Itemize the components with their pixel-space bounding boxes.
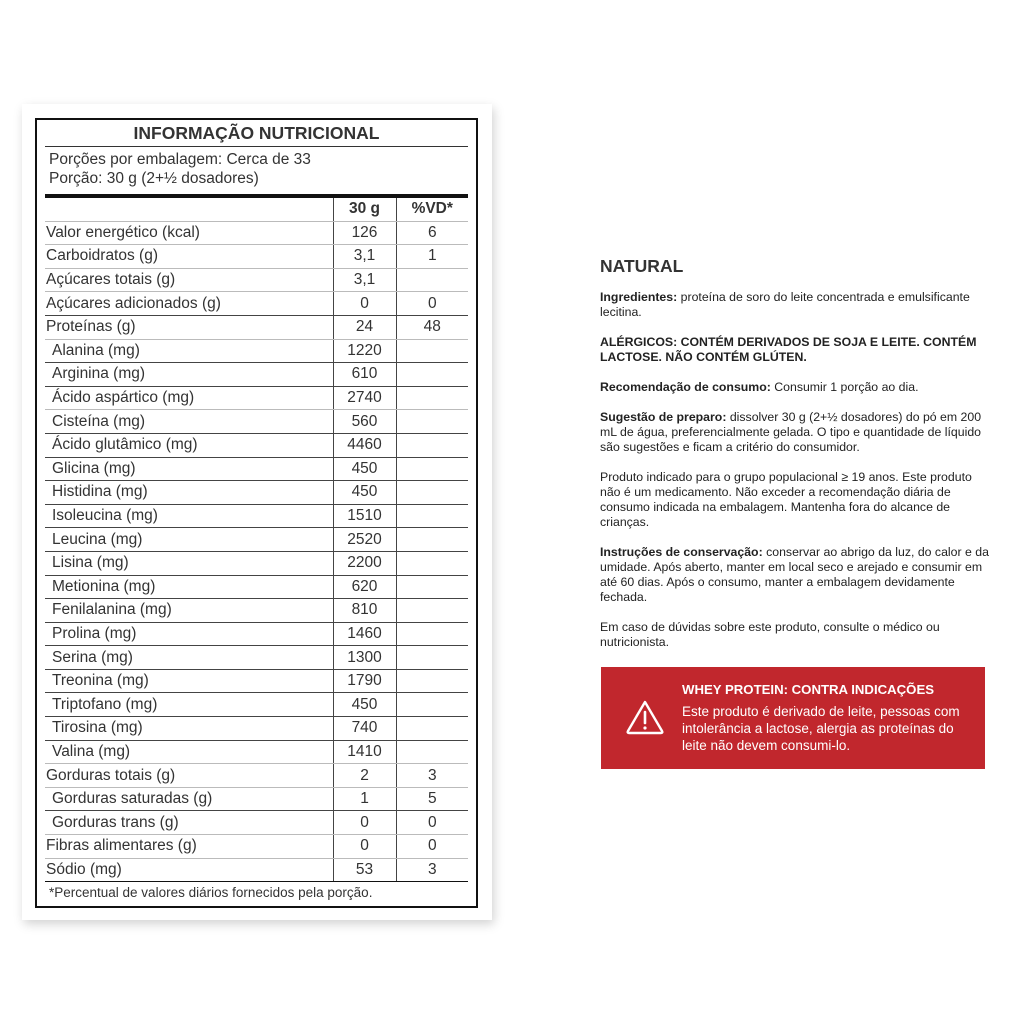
nutrient-vd [396,693,468,717]
nutrient-name: Gorduras totais (g) [45,764,333,788]
nutrient-vd [396,481,468,505]
nutrient-amount: 2520 [333,528,396,552]
nutrient-name: Leucina (mg) [45,528,333,552]
nutrient-vd [396,268,468,292]
preparation-label: Sugestão de preparo: [600,410,727,424]
table-row [45,646,468,670]
table-row [45,858,468,882]
nutrition-facts-label [35,118,478,908]
nutrient-name: Gorduras saturadas (g) [45,787,333,811]
table-row [45,740,468,764]
nutrient-name: Metionina (mg) [45,575,333,599]
nutrient-name: Gorduras trans (g) [45,811,333,835]
nutrient-name: Ácido glutâmico (mg) [45,433,333,457]
nutrient-amount: 560 [333,410,396,434]
nutrient-vd [396,386,468,410]
nutrient-vd: 6 [396,221,468,245]
table-row [45,245,468,269]
nutrient-vd [396,433,468,457]
table-row [45,717,468,741]
nutrient-name: Fenilalanina (mg) [45,599,333,623]
serving-size: Porção: 30 g (2+½ dosadores) [49,170,259,187]
column-header-vd: %VD* [396,198,468,221]
nutrient-vd [396,669,468,693]
nutrient-amount: 0 [333,292,396,316]
table-row [45,221,468,245]
nutrient-vd [396,646,468,670]
nutrient-name: Açúcares totais (g) [45,268,333,292]
serving-info [45,147,468,198]
warning-triangle-icon [625,699,665,735]
nutrient-vd [396,410,468,434]
table-row [45,693,468,717]
warning-box [601,667,985,769]
table-row [45,835,468,859]
nutrient-amount: 620 [333,575,396,599]
warning-title: WHEY PROTEIN: CONTRA INDICAÇÕES [682,682,935,697]
table-row [45,339,468,363]
table-row [45,764,468,788]
nutrient-vd [396,339,468,363]
nutrient-name: Proteínas (g) [45,315,333,339]
table-row [45,292,468,316]
nutrient-amount: 1220 [333,339,396,363]
preparation [600,410,990,455]
product-heading: NATURAL [600,256,684,276]
table-row [45,599,468,623]
table-row [45,504,468,528]
nutrient-name: Valor energético (kcal) [45,221,333,245]
nutrient-amount: 3,1 [333,268,396,292]
table-header [45,198,468,221]
table-row [45,481,468,505]
nutrient-amount: 1300 [333,646,396,670]
nutrient-amount: 24 [333,315,396,339]
nutrient-name: Alanina (mg) [45,339,333,363]
table-row [45,457,468,481]
recommendation-label: Recomendação de consumo: [600,380,771,394]
nutrient-vd [396,363,468,387]
table-row [45,386,468,410]
preparation-text: dissolver 30 g (2+½ dosadores) do pó em 200 mL de água, preferencialmente gelada. O tipo e quantidade de líquido são sugestões e ficam a critério do consumidor. [600,410,982,454]
nutrient-name: Lisina (mg) [45,551,333,575]
nutrient-amount: 4460 [333,433,396,457]
nutrient-vd [396,575,468,599]
column-header-amount: 30 g [333,198,396,221]
table-row [45,363,468,387]
nutrient-name: Valina (mg) [45,740,333,764]
ingredients [600,290,990,320]
nutrient-amount: 0 [333,811,396,835]
recommendation [600,380,990,395]
nutrient-vd [396,740,468,764]
nutrient-name: Cisteína (mg) [45,410,333,434]
ingredients-text: proteína de soro do leite concentrada e emulsificante lecitina. [600,290,970,319]
table-row [45,669,468,693]
nutrient-amount: 3,1 [333,245,396,269]
nutrient-vd: 3 [396,858,468,882]
nutrient-amount: 1790 [333,669,396,693]
nutrient-name: Serina (mg) [45,646,333,670]
nutrient-amount: 610 [333,363,396,387]
nutrient-vd [396,622,468,646]
nutrient-vd: 0 [396,292,468,316]
nutrient-name: Treonina (mg) [45,669,333,693]
allergens-text: ALÉRGICOS: CONTÉM DERIVADOS DE SOJA E LEITE. CONTÉM LACTOSE. NÃO CONTÉM GLÚTEN. [600,335,977,364]
servings-per-package: Porções por embalagem: Cerca de 33 [49,151,311,168]
table-row [45,551,468,575]
nutrient-name: Sódio (mg) [45,858,333,882]
table-row [45,268,468,292]
nutrient-vd: 3 [396,764,468,788]
nutrient-vd [396,457,468,481]
nutrient-vd: 5 [396,787,468,811]
table-row [45,315,468,339]
nutrient-amount: 810 [333,599,396,623]
nutrient-amount: 0 [333,835,396,859]
table-row [45,811,468,835]
nutrient-amount: 450 [333,693,396,717]
footnote: *Percentual de valores diários fornecidos pela porção. [49,885,373,901]
nutrient-name: Histidina (mg) [45,481,333,505]
recommendation-text: Consumir 1 porção ao dia. [770,380,919,394]
nutrient-amount: 126 [333,221,396,245]
storage-text: conservar ao abrigo da luz, do calor e da umidade. Após aberto, manter em local seco e arejado e consumir em até 60 dias. Após o consumo, manter a embalagem devidamente fechada. [600,545,989,604]
ingredients-label: Ingredientes: [600,290,678,304]
nutrient-vd: 0 [396,811,468,835]
nutrient-amount: 53 [333,858,396,882]
table-row [45,575,468,599]
nutrient-amount: 1410 [333,740,396,764]
nutrient-vd [396,599,468,623]
table-row [45,622,468,646]
nutrient-name: Tirosina (mg) [45,717,333,741]
nutrient-name: Fibras alimentares (g) [45,835,333,859]
nutrient-amount: 1510 [333,504,396,528]
nutrient-amount: 1460 [333,622,396,646]
nutrient-amount: 2200 [333,551,396,575]
nutrient-vd [396,504,468,528]
warning-text: Este produto é derivado de leite, pessoas com intolerância a lactose, alergia as proteínas do leite não devem consumi-lo. [682,704,960,753]
nutrient-name: Arginina (mg) [45,363,333,387]
nutrient-name: Triptofano (mg) [45,693,333,717]
product-info [600,256,990,665]
nutrient-vd: 1 [396,245,468,269]
nutrient-amount: 450 [333,481,396,505]
table-row [45,528,468,552]
nutrient-amount: 2740 [333,386,396,410]
storage-label: Instruções de conservação: [600,545,763,559]
nutrient-name: Carboidratos (g) [45,245,333,269]
nutrient-vd [396,551,468,575]
population: Produto indicado para o grupo populacional ≥ 19 anos. Este produto não é um medicamento. Não exceder a recomendação diária de consumo indicada na embalagem. Mantenha fora do alcance de crianças. [600,470,972,529]
table-row [45,433,468,457]
nutrient-name: Prolina (mg) [45,622,333,646]
nutrient-name: Glicina (mg) [45,457,333,481]
allergens [600,335,990,365]
storage [600,545,990,605]
doubts: Em caso de dúvidas sobre este produto, consulte o médico ou nutricionista. [600,620,940,649]
nutrient-amount: 740 [333,717,396,741]
nutrient-vd [396,717,468,741]
nutrient-vd: 48 [396,315,468,339]
nutrient-name: Açúcares adicionados (g) [45,292,333,316]
nutrient-amount: 450 [333,457,396,481]
nutrient-amount: 2 [333,764,396,788]
table-row [45,410,468,434]
nutrition-title: INFORMAÇÃO NUTRICIONAL [45,120,468,147]
nutrient-vd: 0 [396,835,468,859]
nutrition-table [45,198,468,882]
nutrient-name: Isoleucina (mg) [45,504,333,528]
nutrient-name: Ácido aspártico (mg) [45,386,333,410]
nutrient-amount: 1 [333,787,396,811]
table-row [45,787,468,811]
nutrient-vd [396,528,468,552]
